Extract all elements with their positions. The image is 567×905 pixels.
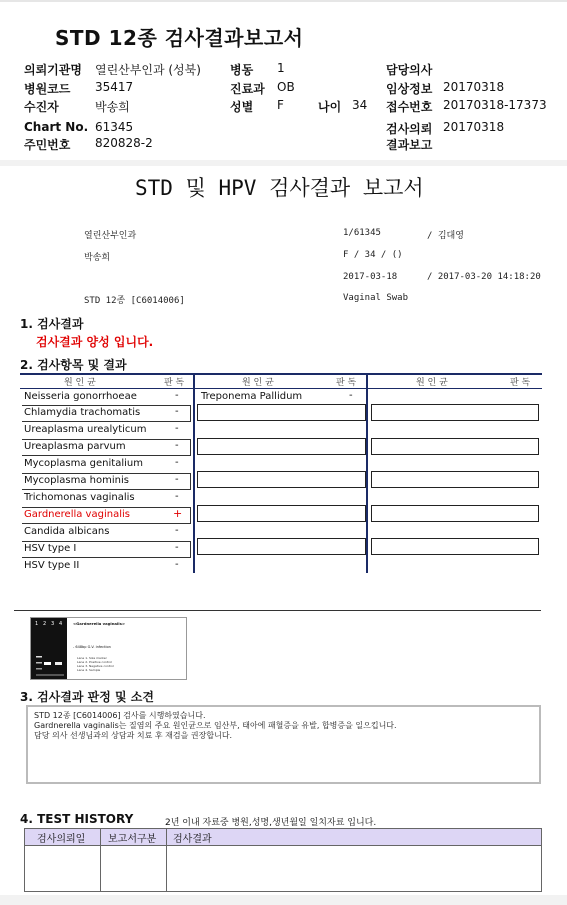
lane-label: 2 xyxy=(43,621,47,627)
organism-name-positive: Gardnerella vaginalis xyxy=(24,509,130,520)
section4-note: 2년 이내 자료중 병원,성명,생년월일 일치자료 입니다. xyxy=(165,818,377,828)
comment-line: Gardnerella vaginalis는 질염의 주요 원인균으로 임산부, 태아에 패혈증을 유발, 합병증을 일으킵니다. xyxy=(34,721,397,730)
clinical-info-label: 임상정보 xyxy=(386,82,433,96)
department-value: OB xyxy=(277,80,295,94)
report-patient: 박송희 xyxy=(84,253,111,263)
report-chart-ref: 1/61345 xyxy=(343,228,381,238)
report-sex-age: F / 34 / () xyxy=(343,250,403,260)
gel-title: <Gardnerella vaginalis> xyxy=(73,621,126,626)
resident-value: 820828-2 xyxy=(95,136,153,150)
history-table-header xyxy=(25,829,541,846)
empty-row-box xyxy=(371,471,539,488)
table-bottom-rule xyxy=(14,610,541,611)
empty-row-box xyxy=(197,505,366,522)
report-received: 2017-03-18 xyxy=(343,272,398,282)
sex-label: 성별 xyxy=(230,100,254,114)
empty-row-box xyxy=(197,438,366,455)
organism-name: Chlamydia trachomatis xyxy=(24,407,141,418)
gel-legend-item: Lane 3. Negative control xyxy=(77,664,114,668)
report-test-name: STD 12종 [C6014006] xyxy=(84,296,185,306)
comment-line: STD 12종 [C6014006] 검사를 시행하였습니다. xyxy=(34,711,206,720)
report-reported: / 2017-03-20 14:18:20 xyxy=(427,272,541,282)
section3-title: 3. 검사결과 판정 및 소견 xyxy=(20,690,154,704)
organism-result: - xyxy=(175,525,179,536)
lane-label: 1 xyxy=(35,621,39,627)
lane-label: 4 xyxy=(59,621,63,627)
report-specimen: Vaginal Swab xyxy=(343,293,409,303)
history-table xyxy=(24,828,542,892)
history-col-request-date: 검사의뢰일 xyxy=(37,834,86,845)
department-label: 진료과 xyxy=(230,82,265,96)
gel-legend-item: Lane 1. Size marker xyxy=(77,656,107,660)
results-table-header xyxy=(20,373,542,389)
comment-line: 담당 의사 선생님과의 상담과 치료 후 재검을 권장합니다. xyxy=(34,731,233,740)
organism-name: Mycoplasma hominis xyxy=(24,475,129,486)
organism-result-positive: + xyxy=(173,507,183,520)
age-label: 나이 xyxy=(318,100,342,114)
age-value: 34 xyxy=(352,98,368,112)
lane-label: 3 xyxy=(51,621,55,627)
organism-name: Neisseria gonorrhoeae xyxy=(24,391,137,402)
organism-name: Ureaplasma parvum xyxy=(24,441,126,452)
history-column-divider xyxy=(166,829,167,891)
report-title: STD 및 HPV 검사결과 보고서 xyxy=(135,176,424,200)
organism-name: Ureaplasma urealyticum xyxy=(24,424,147,435)
column-divider xyxy=(366,373,368,573)
gel-legend-item: Lane 2. Positive control xyxy=(77,660,112,664)
organism-result: - xyxy=(175,491,179,502)
gel-image xyxy=(30,617,187,680)
page-title: STD 12종 검사결과보고서 xyxy=(55,26,304,50)
chart-value: 61345 xyxy=(95,120,134,134)
organism-result: - xyxy=(175,474,179,485)
organism-result: - xyxy=(175,457,179,468)
section1-title: 1. 검사결과 xyxy=(20,317,84,331)
institution-value: 열린산부인과 (성북) xyxy=(95,63,201,77)
institution-label: 의뢰기관명 xyxy=(24,63,82,77)
organism-result: - xyxy=(175,440,179,451)
receipt-value: 20170318-17373 xyxy=(443,98,547,112)
patient-value: 박송희 xyxy=(95,100,130,114)
gel-band-label: - 648bp G.V. infection xyxy=(73,645,111,649)
empty-row-box xyxy=(197,538,366,555)
gel-legend-item: Lane 4. Sample xyxy=(77,668,101,672)
organism-result: - xyxy=(175,423,179,434)
col-result-2: 판 독 xyxy=(336,378,357,388)
col-organism-2: 원 인 균 xyxy=(242,378,274,388)
history-column-divider xyxy=(100,829,101,891)
comment-box xyxy=(26,705,541,784)
receipt-label: 접수번호 xyxy=(386,100,433,114)
resident-label: 주민번호 xyxy=(24,138,71,152)
organism-name: Trichomonas vaginalis xyxy=(24,492,135,503)
doctor-label: 담당의사 xyxy=(386,63,433,77)
empty-row-box xyxy=(371,505,539,522)
empty-row-box xyxy=(197,471,366,488)
empty-row-box xyxy=(371,404,539,421)
page-divider xyxy=(0,160,567,166)
empty-row-box xyxy=(371,438,539,455)
section4-title: 4. TEST HISTORY xyxy=(20,812,134,826)
organism-result: - xyxy=(175,542,179,553)
organism-name: HSV type I xyxy=(24,543,77,554)
col-result-3: 판 독 xyxy=(510,378,531,388)
history-col-result: 검사결과 xyxy=(173,834,212,845)
organism-result: - xyxy=(175,559,179,570)
organism-result: - xyxy=(349,390,353,401)
sex-value: F xyxy=(277,98,284,112)
organism-result: - xyxy=(175,390,179,401)
hospital-code-label: 병원코드 xyxy=(24,82,71,96)
col-organism-3: 원 인 균 xyxy=(416,378,448,388)
hospital-code-value: 35417 xyxy=(95,80,134,94)
column-divider xyxy=(193,373,195,573)
ward-value: 1 xyxy=(277,61,285,75)
patient-label: 수진자 xyxy=(24,100,59,114)
result-report-label: 결과보고 xyxy=(386,138,433,152)
section2-title: 2. 검사항목 및 결과 xyxy=(20,358,127,372)
test-request-label: 검사의뢰 xyxy=(386,122,433,136)
organism-name: HSV type II xyxy=(24,560,80,571)
chart-label: Chart No. xyxy=(24,120,89,134)
top-divider xyxy=(0,0,567,2)
empty-row-box xyxy=(197,404,366,421)
empty-row-box xyxy=(371,538,539,555)
col-result-1: 판 독 xyxy=(164,378,185,388)
report-doctor: / 김대영 xyxy=(427,231,464,241)
ward-label: 병동 xyxy=(230,63,254,77)
col-organism-1: 원 인 균 xyxy=(64,378,96,388)
organism-name: Mycoplasma genitalium xyxy=(24,458,143,469)
gel-electrophoresis-image xyxy=(31,618,186,679)
organism-name: Candida albicans xyxy=(24,526,110,537)
organism-name: Treponema Pallidum xyxy=(201,391,303,402)
clinical-info-value: 20170318 xyxy=(443,80,505,94)
history-col-report-type: 보고서구분 xyxy=(108,834,157,845)
page-bottom-band xyxy=(0,895,567,905)
test-request-value: 20170318 xyxy=(443,120,505,134)
report-institution: 열린산부인과 xyxy=(84,231,137,241)
section1-result: 검사결과 양성 입니다. xyxy=(36,335,154,349)
organism-result: - xyxy=(175,406,179,417)
